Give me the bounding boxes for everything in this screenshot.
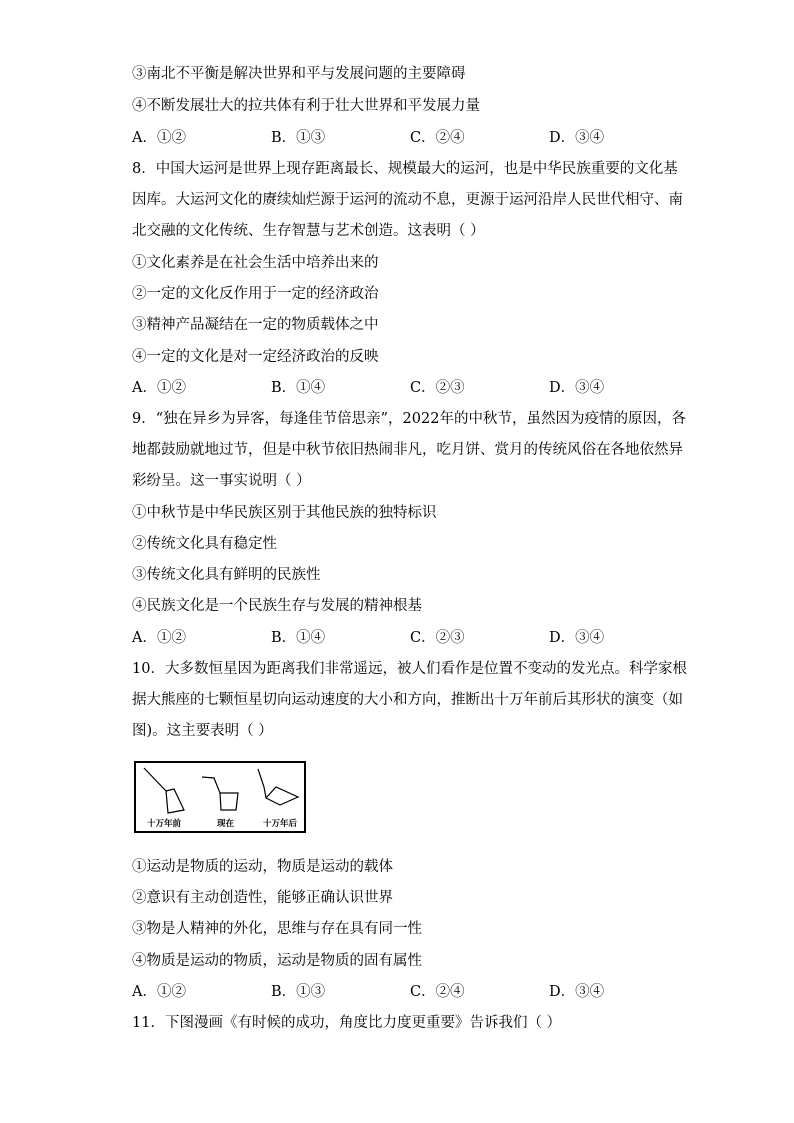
q10-stem-line-2: 据大熊座的七颗恒星切向运动速度的大小和方向，推断出十万年前后其形状的演变（如: [132, 692, 683, 708]
q7-item-3: ③南北不平衡是解决世界和平与发展问题的主要障碍: [132, 66, 466, 82]
q10-item-4: ④物质是运动的物质，运动是物质的固有属性: [132, 953, 422, 969]
constellation-past-shape: [144, 768, 184, 813]
q10-option-a: A．①②: [132, 984, 186, 1000]
big-dipper-figure: [134, 761, 306, 833]
q8-option-b: B．①④: [271, 380, 326, 396]
q8-stem-line-2: 因库。大运河文化的赓续灿烂源于运河的流动不息，更源于运河沿岸人民世代相守、南: [132, 192, 683, 208]
q8-item-3: ③精神产品凝结在一定的物质载体之中: [132, 317, 379, 333]
q9-item-1: ①中秋节是中华民族区别于其他民族的独特标识: [132, 505, 437, 521]
q7-option-a: A．①②: [132, 130, 186, 146]
q8-option-a: A．①②: [132, 380, 186, 396]
q8-item-2: ②一定的文化反作用于一定的经济政治: [132, 286, 379, 302]
q8-item-1: ①文化素养是在社会生活中培养出来的: [132, 255, 379, 271]
q10-stem-line-1: 10．大多数恒星因为距离我们非常遥远，被人们看作是位置不变动的发光点。科学家根: [132, 661, 687, 677]
q9-option-b: B．①④: [271, 630, 326, 646]
q7-option-c: C．②④: [410, 130, 465, 146]
q11-stem: 11．下图漫画《有时候的成功，角度比力度更重要》告诉我们（ ）: [132, 1015, 562, 1031]
q9-stem-line-1: 9．“独在异乡为异客，每逢佳节倍思亲”，2022年的中秋节，虽然因为疫情的原因，各: [132, 411, 686, 427]
q9-stem-line-3: 彩纷呈。这一事实说明（ ）: [132, 473, 311, 489]
q8-option-c: C．②③: [410, 380, 465, 396]
q9-option-d: D．③④: [549, 630, 605, 646]
q8-options: [132, 378, 692, 398]
q10-options: [132, 982, 692, 1002]
q8-stem-line-1: 8．中国大运河是世界上现存距离最长、规模最大的运河，也是中华民族重要的文化基: [132, 161, 678, 177]
q10-item-3: ③物是人精神的外化，思维与存在具有同一性: [132, 921, 422, 937]
q9-item-4: ④民族文化是一个民族生存与发展的精神根基: [132, 598, 422, 614]
constellation-present-shape: [202, 777, 238, 810]
q9-item-2: ②传统文化具有稳定性: [132, 536, 277, 552]
q8-stem-line-3: 北交融的文化传统、生存智慧与艺术创造。这表明（ ）: [132, 223, 485, 239]
q10-option-c: C．②④: [410, 984, 465, 1000]
q9-option-c: C．②③: [410, 630, 465, 646]
q10-stem-line-3: 图)。这主要表明（ ）: [132, 723, 273, 739]
q7-options: [132, 128, 692, 148]
q10-option-b: B．①③: [271, 984, 326, 1000]
q9-options: [132, 628, 692, 648]
q9-stem-line-2: 地都鼓励就地过节，但是中秋节依旧热闹非凡，吃月饼、赏月的传统风俗在各地依然异: [132, 442, 683, 458]
caption-past: 十万年前: [147, 819, 182, 829]
q10-item-2: ②意识有主动创造性，能够正确认识世界: [132, 890, 393, 906]
q8-option-d: D．③④: [549, 380, 605, 396]
constellation-future-shape: [258, 769, 298, 805]
caption-present: 现在: [217, 819, 235, 829]
q7-option-d: D．③④: [549, 130, 605, 146]
caption-future: 十万年后: [263, 819, 298, 829]
q10-item-1: ①运动是物质的运动，物质是运动的载体: [132, 859, 393, 875]
q9-option-a: A．①②: [132, 630, 186, 646]
q7-option-b: B．①③: [271, 130, 326, 146]
q9-item-3: ③传统文化具有鲜明的民族性: [132, 567, 321, 583]
q8-item-4: ④一定的文化是对一定经济政治的反映: [132, 349, 379, 365]
q10-option-d: D．③④: [549, 984, 605, 1000]
q7-item-4: ④不断发展壮大的拉共体有利于壮大世界和平发展力量: [132, 98, 480, 114]
